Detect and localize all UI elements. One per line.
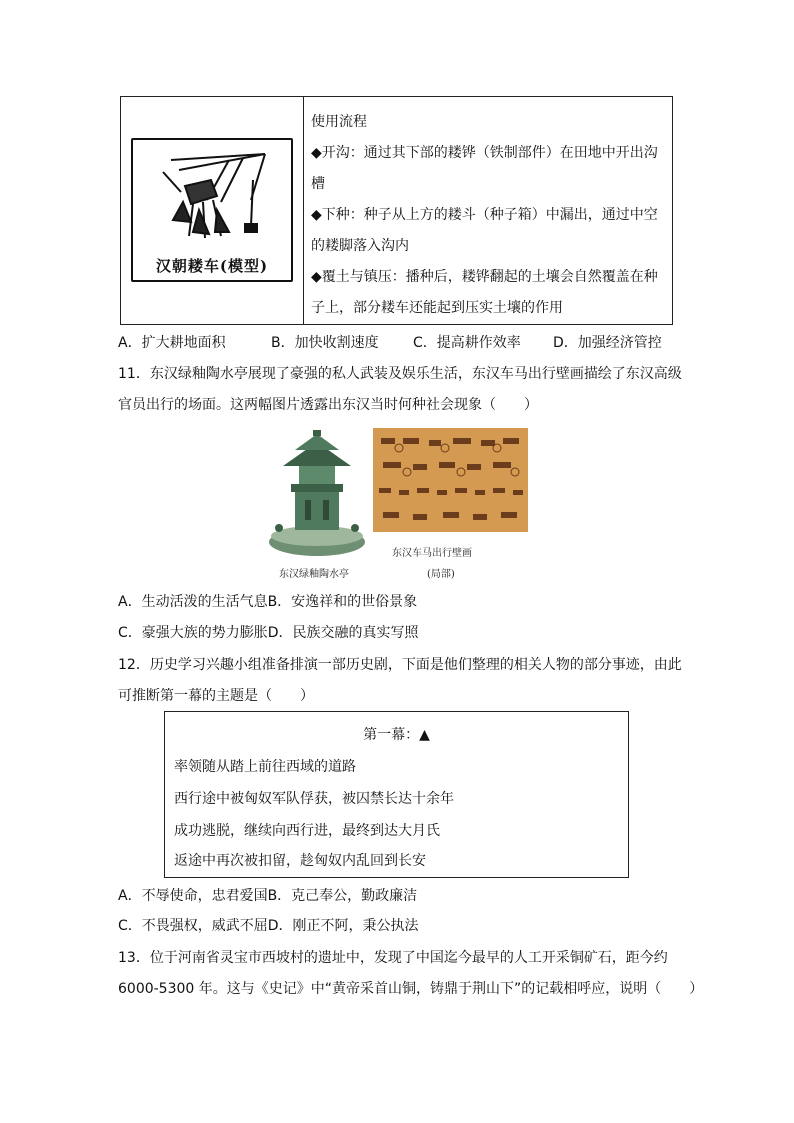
q12-options-row2: C．不畏强权，威武不屈D．刚正不阿，秉公执法 [118, 918, 419, 934]
q13-stem-line2: 6000-5300 年。这与《史记》中“黄帝采首山铜，铸鼎于荆山下”的记载相呼应，说明（ ） [118, 981, 704, 997]
process-line: ◆覆土与镇压：播种后，耧铧翻起的土壤会自然覆盖在种 [311, 269, 658, 285]
act-item: 率领随从踏上前往西域的道路 [174, 759, 356, 775]
act-item: 西行途中被匈奴军队俘获，被囚禁长达十余年 [174, 791, 454, 807]
carriage-model-image [131, 138, 293, 282]
info-table [120, 96, 673, 325]
process-line: 的耧脚落入沟内 [311, 238, 409, 254]
seed-drill-illustration [133, 140, 291, 252]
act-title: 第一幕：▲ [363, 727, 430, 743]
process-line: ◆开沟：通过其下部的耧铧（铁制部件）在田地中开出沟 [311, 145, 658, 161]
pavilion-photo [265, 430, 370, 560]
table-divider [303, 97, 304, 324]
q10-option-b: B．加快收割速度 [271, 335, 379, 351]
q10-option-c: C．提高耕作效率 [413, 335, 521, 351]
process-line: 使用流程 [311, 114, 367, 130]
mural-photo [373, 428, 528, 532]
q10-option-a: A．扩大耕地面积 [118, 335, 226, 351]
q10-option-d: D．加强经济管控 [553, 335, 662, 351]
mural-caption-note: (局部) [427, 569, 455, 580]
mural-caption: 东汉车马出行壁画 [392, 548, 472, 559]
q12-stem-line2: 可推断第一幕的主题是（ ） [118, 688, 314, 704]
q11-stem-line1: 11．东汉绿釉陶水亭展现了豪强的私人武装及娱乐生活，东汉车马出行壁画描绘了东汉高级 [118, 366, 682, 382]
q13-stem-line1: 13．位于河南省灵宝市西坡村的遗址中，发现了中国迄今最早的人工开采铜矿石，距今约 [118, 950, 668, 966]
q12-options-row1: A．不辱使命，忠君爱国B．克己奉公，勤政廉洁 [118, 888, 418, 904]
q11-options-row1: A．生动活泼的生活气息B．安逸祥和的世俗景象 [118, 594, 418, 610]
model-caption: 汉朝耧车(模型) [155, 257, 269, 275]
process-description [311, 107, 666, 324]
process-line: ◆下种：种子从上方的耧斗（种子箱）中漏出，通过中空 [311, 207, 658, 223]
act-one-box [164, 711, 629, 878]
process-line: 子上，部分耧车还能起到压实土壤的作用 [311, 300, 563, 316]
act-item: 返途中再次被扣留，趁匈奴内乱回到长安 [174, 853, 426, 869]
q12-stem-line1: 12．历史学习兴趣小组准备排演一部历史剧，下面是他们整理的相关人物的部分事迹，由此 [118, 657, 682, 673]
pavilion-caption: 东汉绿釉陶水亭 [279, 569, 349, 580]
q11-options-row2: C．豪强大族的势力膨胀D．民族交融的真实写照 [118, 625, 419, 641]
process-line: 槽 [311, 176, 325, 192]
act-item: 成功逃脱，继续向西行进，最终到达大月氏 [174, 823, 440, 839]
q11-stem-line2: 官员出行的场面。这两幅图片透露出东汉当时何种社会现象（ ） [118, 397, 538, 413]
